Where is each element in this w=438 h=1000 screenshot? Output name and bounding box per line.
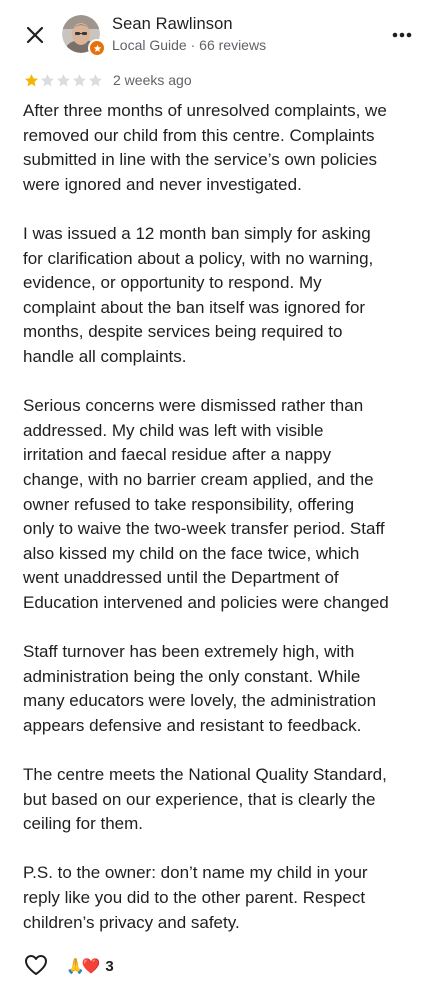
review-header [0, 0, 438, 68]
like-button[interactable] [22, 952, 50, 978]
more-options-button[interactable] [388, 22, 416, 48]
reaction-count: 3 [105, 957, 114, 975]
review-paragraph: Staff turnover has been extremely high, with administration being the only constant. While many educators were lovely, the administration appears defensive and resistant to feedback. [23, 642, 377, 735]
review-footer [0, 944, 438, 988]
heart-outline-icon [24, 954, 48, 976]
review-paragraph: P.S. to the owner: don’t name my child in your reply like you did to the other parent. Respect children’s privacy and safety. [23, 863, 368, 932]
star-filled-icon [24, 73, 39, 88]
star-rating [24, 73, 103, 88]
reviewer-name[interactable]: Sean Rawlinson [112, 15, 233, 33]
star-empty-icon [56, 73, 71, 88]
review-text [23, 99, 423, 960]
local-guide-star-icon [93, 44, 102, 53]
star-empty-icon [88, 73, 103, 88]
close-icon [26, 26, 44, 44]
reviewer-meta: Local Guide · 66 reviews [112, 37, 267, 53]
reactions-summary[interactable] [66, 955, 114, 977]
star-empty-icon [40, 73, 55, 88]
more-vertical-icon [392, 32, 412, 38]
avatar[interactable] [62, 15, 100, 53]
review-paragraph: I was issued a 12 month ban simply for asking for clarification about a policy, with no warning, evidence, or opportunity to respond. My complaint about the ban itself was ignored for months, despite services being required to handle all complaints. [23, 223, 374, 366]
review-paragraph: After three months of unresolved complaints, we removed our child from this centre. Complaints submitted in line with the service’s own policies were ignored and never investigated. [23, 101, 387, 194]
star-empty-icon [72, 73, 87, 88]
close-button[interactable] [22, 22, 48, 48]
reaction-emojis: 🙏❤️ [66, 957, 98, 975]
review-paragraph: Serious concerns were dismissed rather than addressed. My child was left with visible irritation and faecal residue after a nappy change, with no barrier cream applied, and the owner refused to take responsibility, offering only to waive the two-week transfer period. Staff also kissed my child on the face twice, which went unaddressed until the Department of Education intervened and policies were changed [23, 396, 389, 612]
rating-row [24, 70, 192, 90]
review-date: 2 weeks ago [113, 72, 192, 88]
local-guide-badge [88, 39, 106, 57]
review-paragraph: The centre meets the National Quality Standard, but based on our experience, that is clearly the ceiling for them. [23, 765, 387, 834]
